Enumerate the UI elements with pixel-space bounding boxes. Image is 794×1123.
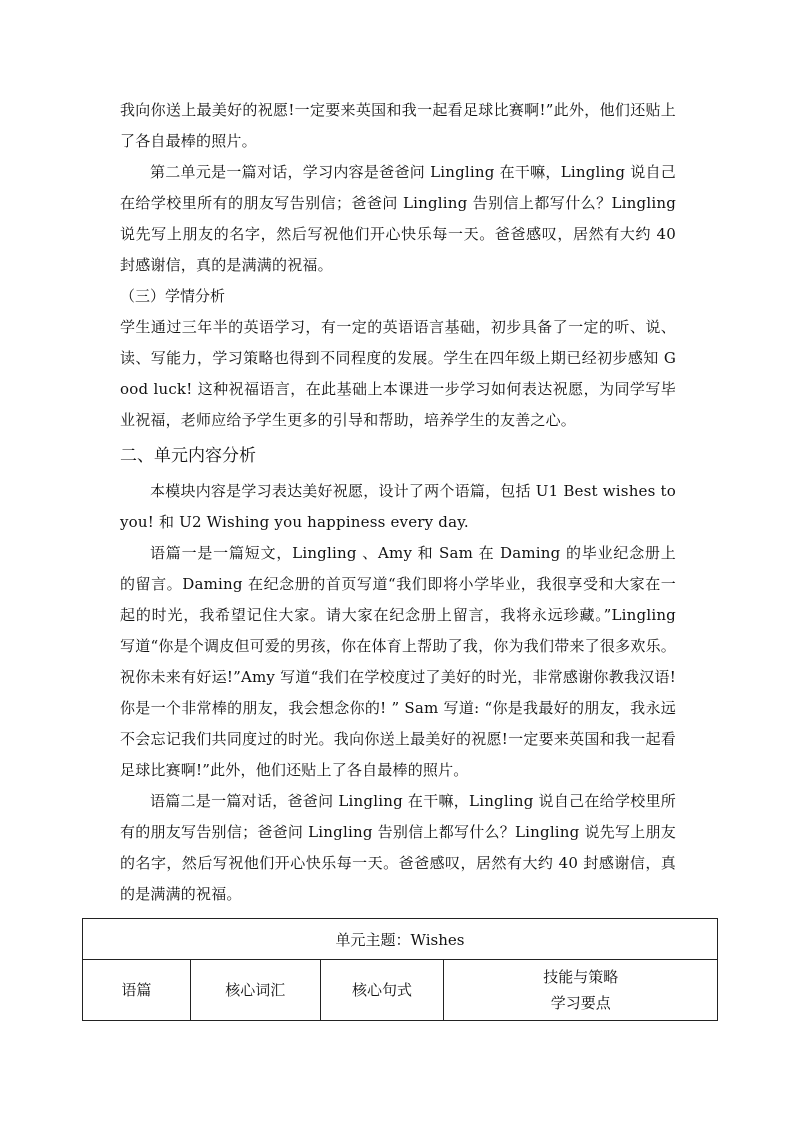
paragraph-text-two: 语篇二是一篇对话，爸爸问 Lingling 在干嘛，Lingling 说自己在给学校里所有的朋友写告别信；爸爸问 Lingling 告别信上都写什么？Lingling 说先写上朋友的名字，然后写祝他们开心快乐每一天。爸爸感叹，居然有大约 40 封感谢信，真的是满满的祝福。 xyxy=(120,792,676,903)
header-cell-core-vocabulary: 核心词汇 xyxy=(190,960,320,1021)
subheading-learner-analysis: （三）学情分析 xyxy=(120,287,226,305)
section-heading-unit-content: 二、单元内容分析 xyxy=(120,446,256,466)
table-header-row xyxy=(83,960,718,1021)
table-title-row xyxy=(83,919,718,960)
paragraph-unit2-summary: 第二单元是一篇对话，学习内容是爸爸问 Lingling 在干嘛，Lingling 说自己在给学校里所有的朋友写告别信；爸爸问 Lingling 告别信上都写什么？Lingling 说先写上朋友的名字，然后写祝他们开心快乐每一天。爸爸感叹，居然有大约 40 封感谢信，真的是满满的祝福。 xyxy=(120,163,676,274)
unit-table xyxy=(82,918,718,1021)
paragraph-module-overview: 本模块内容是学习表达美好祝愿，设计了两个语篇，包括 U1 Best wishes to you! 和 U2 Wishing you happiness every day. xyxy=(120,482,676,531)
document-body xyxy=(120,95,676,910)
header-skills-line2: 学习要点 xyxy=(550,994,611,1012)
paragraph-continued: 我向你送上最美好的祝愿!一定要来英国和我一起看足球比赛啊!”此外，他们还贴上了各自最棒的照片。 xyxy=(120,101,676,150)
paragraph-text-one: 语篇一是一篇短文，Lingling 、Amy 和 Sam 在 Daming 的毕业纪念册上的留言。Daming 在纪念册的首页写道“我们即将小学毕业，我很享受和大家在一起的时光，我希望记住大家。请大家在纪念册上留言，我将永远珍藏。”Lingling 写道“你是个调皮但可爱的男孩，你在体育上帮助了我，你为我们带来了很多欢乐。祝你未来有好运!”Amy 写道“我们在学校度过了美好的时光，非常感谢你教我汉语!你是一个非常棒的朋友，我会想念你的! ” Sam 写道: “你是我最好的朋友，我永远不会忘记我们共同度过的时光。我向你送上最美好的祝愿!一定要来英国和我一起看足球比赛啊!”此外，他们还贴上了各自最棒的照片。 xyxy=(120,544,676,779)
unit-theme-table xyxy=(82,918,718,1021)
paragraph-learner-analysis: 学生通过三年半的英语学习，有一定的英语语言基础，初步具备了一定的听、说、读、写能力，学习策略也得到不同程度的发展。学生在四年级上期已经初步感知 Good luck! 这种祝福语言，在此基础上本课进一步学习如何表达祝愿，为同学写毕业祝福，老师应给予学生更多的引导和帮助，培养学生的友善之心。 xyxy=(120,318,676,429)
table-title-cell: 单元主题：Wishes xyxy=(83,919,718,960)
header-cell-skills-strategies xyxy=(444,960,718,1021)
header-cell-text: 语篇 xyxy=(83,960,191,1021)
header-skills-line1: 技能与策略 xyxy=(543,968,619,986)
header-cell-core-sentences: 核心句式 xyxy=(320,960,444,1021)
